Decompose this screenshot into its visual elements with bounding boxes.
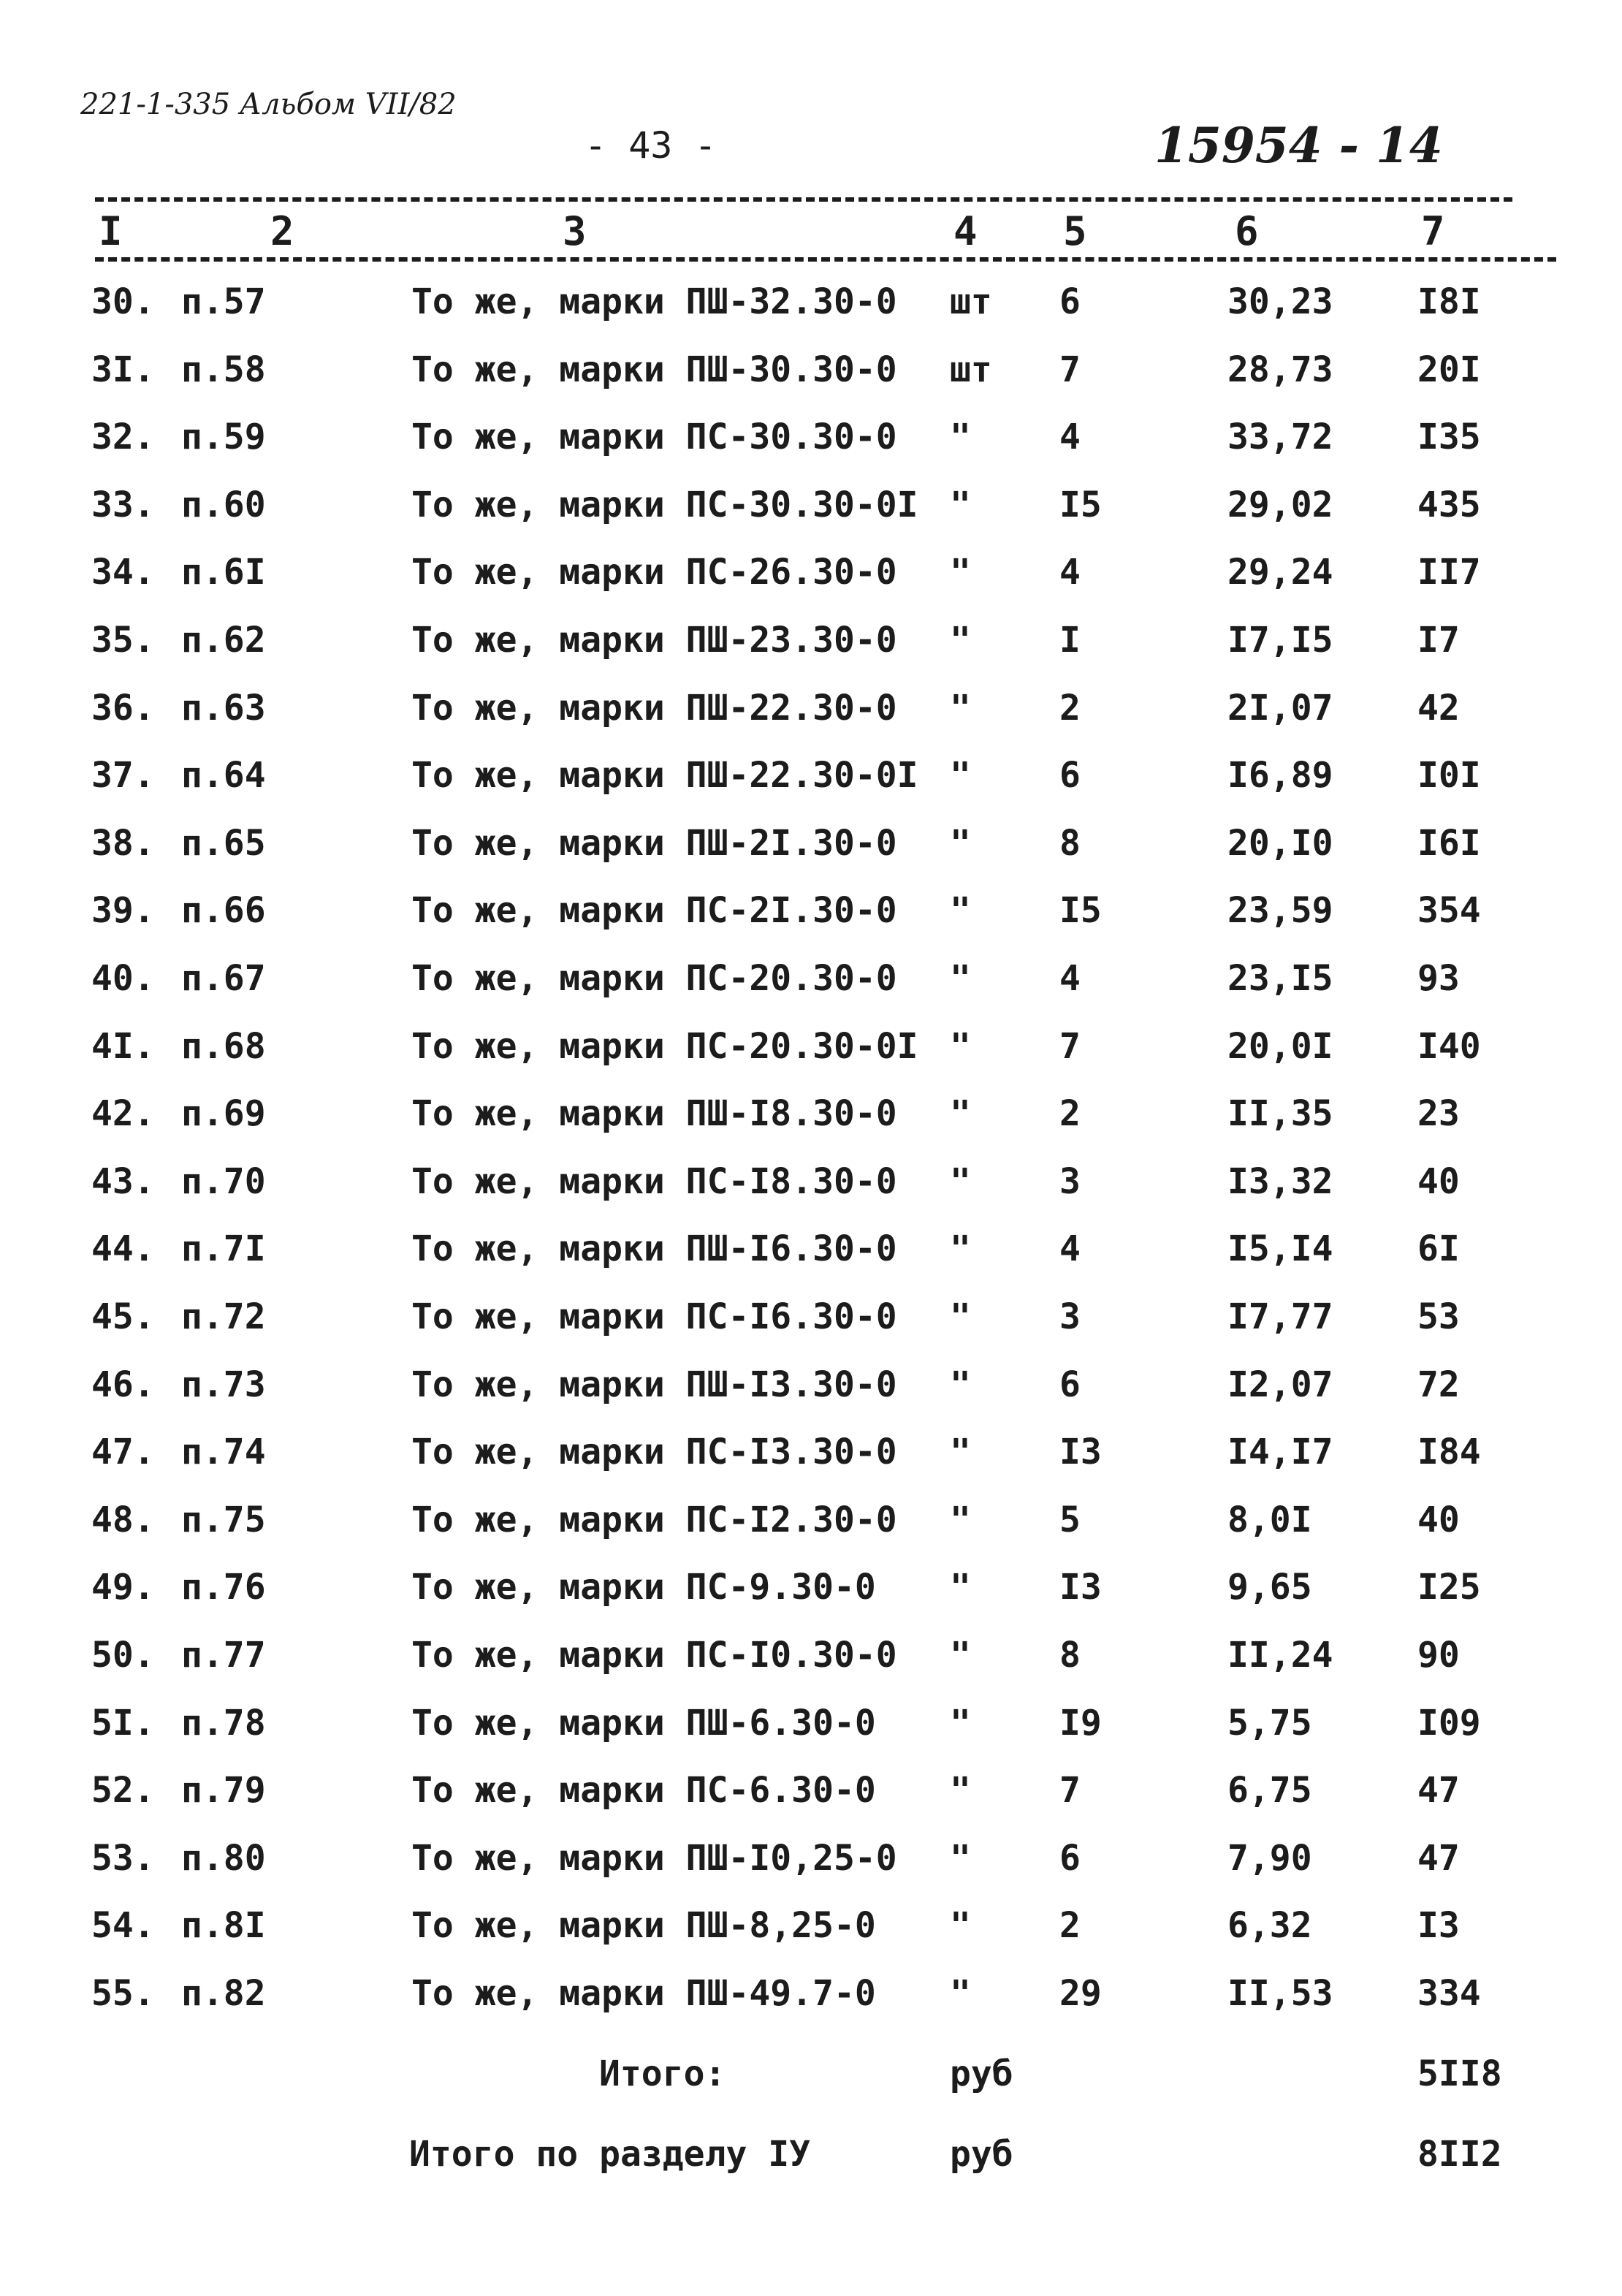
- row-quantity: 7: [1059, 1026, 1081, 1067]
- row-quantity: 6: [1059, 1838, 1081, 1879]
- column-header-2: 2: [270, 208, 294, 254]
- row-description: То же, марки ПС-I6.30-0: [411, 1296, 897, 1337]
- row-reference: п.64: [181, 755, 266, 796]
- row-total: I40: [1417, 1026, 1481, 1067]
- row-description: То же, марки ПШ-I6.30-0: [411, 1228, 897, 1269]
- row-description: То же, марки ПШ-8,25-0: [411, 1905, 876, 1946]
- row-number: 40.: [91, 958, 155, 999]
- row-description: То же, марки ПС-30.30-0I: [411, 484, 918, 525]
- table-row: [0, 1228, 1622, 1272]
- row-unit-price: II,35: [1227, 1093, 1333, 1134]
- row-description: То же, марки ПШ-49.7-0: [411, 1973, 876, 2014]
- row-description: То же, марки ПС-26.30-0: [411, 552, 897, 593]
- row-total: II7: [1417, 552, 1481, 593]
- row-number: 47.: [91, 1432, 155, 1472]
- row-unit: ": [950, 1567, 971, 1608]
- row-number: 35.: [91, 620, 155, 661]
- row-quantity: 29: [1059, 1973, 1102, 2014]
- table-row: [0, 890, 1622, 934]
- row-reference: п.62: [181, 620, 266, 661]
- row-quantity: 6: [1059, 281, 1081, 322]
- row-total: 40: [1417, 1499, 1460, 1540]
- row-unit: ": [950, 1093, 971, 1134]
- row-total: I09: [1417, 1703, 1481, 1744]
- row-quantity: 4: [1059, 1228, 1081, 1269]
- column-header-3: 3: [563, 208, 587, 254]
- row-unit-price: 20,0I: [1227, 1026, 1333, 1067]
- row-unit: ": [950, 890, 971, 931]
- row-reference: п.70: [181, 1161, 266, 1202]
- row-total: I0I: [1417, 755, 1481, 796]
- row-number: 44.: [91, 1228, 155, 1269]
- row-reference: п.80: [181, 1838, 266, 1879]
- column-header-7: 7: [1421, 208, 1445, 254]
- row-unit-price: I4,I7: [1227, 1432, 1333, 1472]
- row-reference: п.59: [181, 417, 266, 457]
- row-description: То же, марки ПШ-22.30-0I: [411, 755, 918, 796]
- row-number: 38.: [91, 823, 155, 864]
- row-description: То же, марки ПШ-30.30-0: [411, 349, 897, 390]
- table-row: [0, 1161, 1622, 1205]
- row-quantity: 3: [1059, 1296, 1081, 1337]
- row-quantity: 5: [1059, 1499, 1081, 1540]
- table-row: [0, 1364, 1622, 1408]
- row-total: 53: [1417, 1296, 1460, 1337]
- row-number: 53.: [91, 1838, 155, 1879]
- row-number: 54.: [91, 1905, 155, 1946]
- column-header-6: 6: [1235, 208, 1259, 254]
- row-unit: ": [950, 552, 971, 593]
- row-reference: п.7I: [181, 1228, 266, 1269]
- row-description: То же, марки ПШ-23.30-0: [411, 620, 897, 661]
- row-total: 334: [1417, 1973, 1481, 2014]
- row-total: I25: [1417, 1567, 1481, 1608]
- row-number: 42.: [91, 1093, 155, 1134]
- table-row: [0, 552, 1622, 596]
- row-unit: ": [950, 755, 971, 796]
- table-row: [0, 1838, 1622, 1882]
- row-unit-price: I7,I5: [1227, 620, 1333, 661]
- row-unit: ": [950, 823, 971, 864]
- section-total-label: Итого по разделу IУ: [409, 2134, 811, 2175]
- row-unit-price: 5,75: [1227, 1703, 1312, 1744]
- table-row: [0, 1770, 1622, 1814]
- column-header-5: 5: [1063, 208, 1087, 254]
- row-reference: п.58: [181, 349, 266, 390]
- row-total: I7: [1417, 620, 1460, 661]
- row-quantity: I5: [1059, 484, 1102, 525]
- row-description: То же, марки ПС-6.30-0: [411, 1770, 876, 1811]
- row-reference: п.77: [181, 1635, 266, 1676]
- row-unit-price: 23,I5: [1227, 958, 1333, 999]
- row-description: То же, марки ПШ-6.30-0: [411, 1703, 876, 1744]
- row-unit: ": [950, 1161, 971, 1202]
- row-quantity: 2: [1059, 688, 1081, 729]
- row-unit-price: II,24: [1227, 1635, 1333, 1676]
- page-number: - 43 -: [585, 124, 717, 167]
- row-quantity: 8: [1059, 823, 1081, 864]
- row-quantity: 6: [1059, 1364, 1081, 1405]
- table-row: [0, 755, 1622, 799]
- row-quantity: I: [1059, 620, 1081, 661]
- row-unit-price: I5,I4: [1227, 1228, 1333, 1269]
- row-unit: ": [950, 1905, 971, 1946]
- row-description: То же, марки ПС-I3.30-0: [411, 1432, 897, 1472]
- row-reference: п.72: [181, 1296, 266, 1337]
- row-description: То же, марки ПШ-I8.30-0: [411, 1093, 897, 1134]
- row-reference: п.63: [181, 688, 266, 729]
- row-description: То же, марки ПС-30.30-0: [411, 417, 897, 457]
- subtotal-unit: руб: [950, 2053, 1013, 2094]
- row-number: 37.: [91, 755, 155, 796]
- row-unit-price: I7,77: [1227, 1296, 1333, 1337]
- table-row: [0, 1567, 1622, 1611]
- table-row: [0, 823, 1622, 867]
- row-total: 90: [1417, 1635, 1460, 1676]
- row-unit: ": [950, 688, 971, 729]
- table-row: [0, 417, 1622, 460]
- row-reference: п.67: [181, 958, 266, 999]
- row-description: То же, марки ПС-I2.30-0: [411, 1499, 897, 1540]
- row-unit-price: 2I,07: [1227, 688, 1333, 729]
- row-total: 435: [1417, 484, 1481, 525]
- row-quantity: 2: [1059, 1093, 1081, 1134]
- row-unit-price: 30,23: [1227, 281, 1333, 322]
- row-reference: п.66: [181, 890, 266, 931]
- document-number: 15954 - 14: [1154, 117, 1443, 174]
- row-total: I6I: [1417, 823, 1481, 864]
- row-unit-price: I6,89: [1227, 755, 1333, 796]
- row-quantity: I3: [1059, 1567, 1102, 1608]
- row-total: I35: [1417, 417, 1481, 457]
- row-quantity: I3: [1059, 1432, 1102, 1472]
- ref-note: 221-1-335 Альбом VII/82: [80, 88, 457, 121]
- row-unit: ": [950, 1026, 971, 1067]
- table-row: [0, 620, 1622, 664]
- row-total: 47: [1417, 1838, 1460, 1879]
- row-unit-price: 23,59: [1227, 890, 1333, 931]
- row-unit: ": [950, 1432, 971, 1472]
- row-unit-price: 6,75: [1227, 1770, 1312, 1811]
- table-row: [0, 1296, 1622, 1340]
- row-quantity: I9: [1059, 1703, 1102, 1744]
- row-total: 72: [1417, 1364, 1460, 1405]
- table-row: [0, 958, 1622, 1002]
- row-number: 43.: [91, 1161, 155, 1202]
- table-row: [0, 1026, 1622, 1070]
- header-dashed-line-bottom: [95, 257, 1556, 262]
- row-unit: ": [950, 1973, 971, 2014]
- table-row: [0, 281, 1622, 325]
- table-row: [0, 1499, 1622, 1543]
- row-unit: ": [950, 958, 971, 999]
- row-unit: ": [950, 1703, 971, 1744]
- row-quantity: 3: [1059, 1161, 1081, 1202]
- row-unit-price: I3,32: [1227, 1161, 1333, 1202]
- row-number: 46.: [91, 1364, 155, 1405]
- row-description: То же, марки ПС-I8.30-0: [411, 1161, 897, 1202]
- row-unit: ": [950, 484, 971, 525]
- row-total: 20I: [1417, 349, 1481, 390]
- row-reference: п.76: [181, 1567, 266, 1608]
- row-unit-price: 9,65: [1227, 1567, 1312, 1608]
- row-number: 45.: [91, 1296, 155, 1337]
- table-row: [0, 349, 1622, 393]
- header-dashed-line-top: [95, 197, 1512, 202]
- row-unit: ": [950, 1364, 971, 1405]
- row-description: То же, марки ПС-20.30-0: [411, 958, 897, 999]
- row-reference: п.57: [181, 281, 266, 322]
- subtotal-value: 5II8: [1417, 2053, 1502, 2094]
- row-unit: ": [950, 1499, 971, 1540]
- row-reference: п.75: [181, 1499, 266, 1540]
- row-number: 52.: [91, 1770, 155, 1811]
- row-unit: ": [950, 417, 971, 457]
- row-reference: п.74: [181, 1432, 266, 1472]
- table-row: [0, 1432, 1622, 1475]
- row-quantity: 6: [1059, 755, 1081, 796]
- row-reference: п.60: [181, 484, 266, 525]
- row-unit-price: 29,24: [1227, 552, 1333, 593]
- row-description: То же, марки ПШ-I0,25-0: [411, 1838, 897, 1879]
- row-description: То же, марки ПШ-2I.30-0: [411, 823, 897, 864]
- row-total: I84: [1417, 1432, 1481, 1472]
- row-quantity: 7: [1059, 1770, 1081, 1811]
- table-row: [0, 1905, 1622, 1949]
- table-row: [0, 1635, 1622, 1679]
- row-quantity: 7: [1059, 349, 1081, 390]
- row-total: 23: [1417, 1093, 1460, 1134]
- row-reference: п.69: [181, 1093, 266, 1134]
- table-row: [0, 1703, 1622, 1746]
- row-number: 5I.: [91, 1703, 155, 1744]
- row-unit-price: II,53: [1227, 1973, 1333, 2014]
- row-unit-price: I2,07: [1227, 1364, 1333, 1405]
- row-total: I3: [1417, 1905, 1460, 1946]
- row-number: 34.: [91, 552, 155, 593]
- row-total: 6I: [1417, 1228, 1460, 1269]
- row-number: 3I.: [91, 349, 155, 390]
- row-total: 354: [1417, 890, 1481, 931]
- row-number: 36.: [91, 688, 155, 729]
- row-number: 30.: [91, 281, 155, 322]
- row-reference: п.68: [181, 1026, 266, 1067]
- row-total: 47: [1417, 1770, 1460, 1811]
- row-unit: шт: [950, 281, 992, 322]
- column-header-4: 4: [953, 208, 978, 254]
- row-quantity: 8: [1059, 1635, 1081, 1676]
- row-description: То же, марки ПШ-22.30-0: [411, 688, 897, 729]
- row-total: I8I: [1417, 281, 1481, 322]
- row-number: 4I.: [91, 1026, 155, 1067]
- section-total-unit: руб: [950, 2134, 1013, 2175]
- row-number: 48.: [91, 1499, 155, 1540]
- row-reference: п.8I: [181, 1905, 266, 1946]
- row-quantity: 2: [1059, 1905, 1081, 1946]
- row-quantity: 4: [1059, 417, 1081, 457]
- row-description: То же, марки ПС-20.30-0I: [411, 1026, 918, 1067]
- row-number: 33.: [91, 484, 155, 525]
- row-unit: шт: [950, 349, 992, 390]
- row-unit: ": [950, 1296, 971, 1337]
- row-quantity: 4: [1059, 958, 1081, 999]
- row-reference: п.82: [181, 1973, 266, 2014]
- row-unit: ": [950, 620, 971, 661]
- table-row: [0, 688, 1622, 731]
- row-unit-price: 33,72: [1227, 417, 1333, 457]
- row-unit-price: 6,32: [1227, 1905, 1312, 1946]
- row-number: 49.: [91, 1567, 155, 1608]
- row-number: 50.: [91, 1635, 155, 1676]
- row-unit-price: 29,02: [1227, 484, 1333, 525]
- table-row: [0, 1093, 1622, 1137]
- row-unit-price: 8,0I: [1227, 1499, 1312, 1540]
- row-unit-price: 7,90: [1227, 1838, 1312, 1879]
- row-quantity: I5: [1059, 890, 1102, 931]
- row-reference: п.73: [181, 1364, 266, 1405]
- row-unit-price: 28,73: [1227, 349, 1333, 390]
- row-description: То же, марки ПС-9.30-0: [411, 1567, 876, 1608]
- row-quantity: 4: [1059, 552, 1081, 593]
- row-total: 93: [1417, 958, 1460, 999]
- row-total: 42: [1417, 688, 1460, 729]
- column-header-1: I: [99, 208, 123, 254]
- row-unit: ": [950, 1228, 971, 1269]
- row-description: То же, марки ПС-I0.30-0: [411, 1635, 897, 1676]
- row-description: То же, марки ПС-2I.30-0: [411, 890, 897, 931]
- row-description: То же, марки ПШ-I3.30-0: [411, 1364, 897, 1405]
- section-total-value: 8II2: [1417, 2134, 1502, 2175]
- row-reference: п.6I: [181, 552, 266, 593]
- subtotal-label: Итого:: [599, 2053, 726, 2094]
- row-number: 32.: [91, 417, 155, 457]
- row-reference: п.65: [181, 823, 266, 864]
- row-unit: ": [950, 1770, 971, 1811]
- row-unit: ": [950, 1635, 971, 1676]
- row-total: 40: [1417, 1161, 1460, 1202]
- row-unit-price: 20,I0: [1227, 823, 1333, 864]
- table-row: [0, 1973, 1622, 2017]
- row-reference: п.78: [181, 1703, 266, 1744]
- row-number: 39.: [91, 890, 155, 931]
- row-description: То же, марки ПШ-32.30-0: [411, 281, 897, 322]
- table-row: [0, 484, 1622, 528]
- row-unit: ": [950, 1838, 971, 1879]
- row-reference: п.79: [181, 1770, 266, 1811]
- row-number: 55.: [91, 1973, 155, 2014]
